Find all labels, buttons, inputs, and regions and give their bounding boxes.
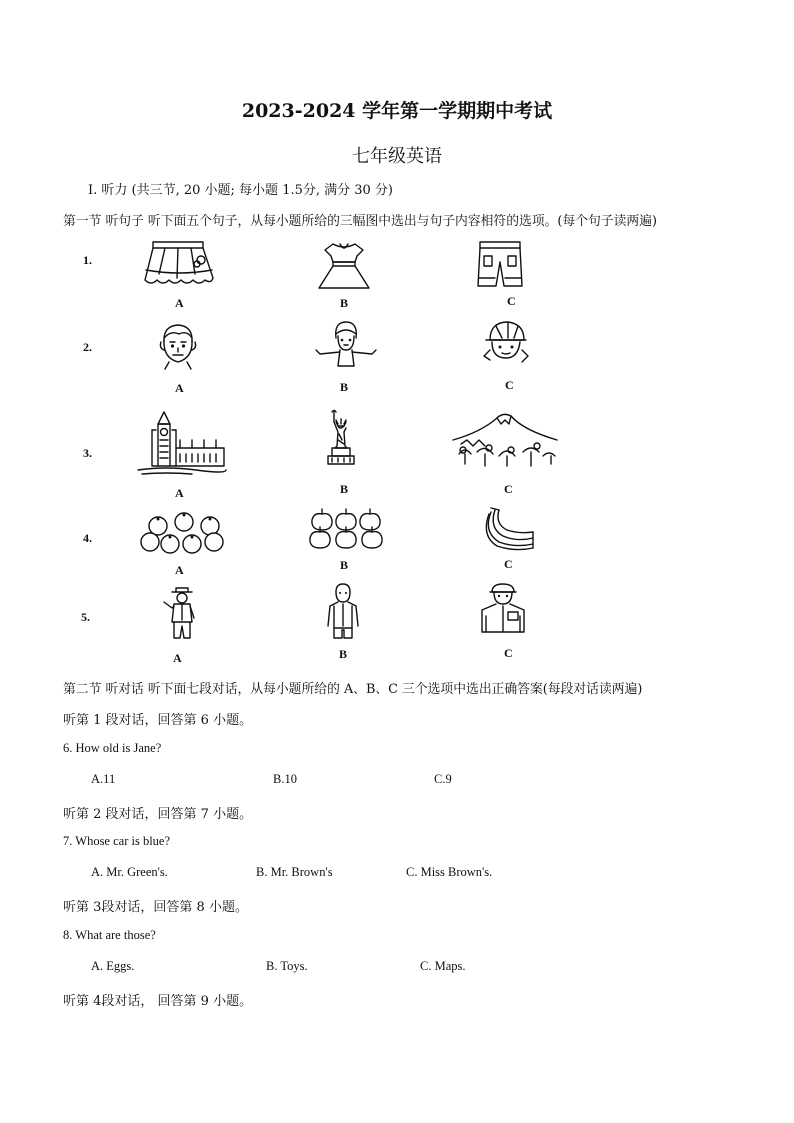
exam-subtitle: 七年级英语 xyxy=(352,146,442,167)
part2-instruction: 第二节 听对话 听下面七段对话，从每小题所给的 A、B、C 三个选项中选出正确答案(每段对话读两遍) xyxy=(63,682,643,697)
section-heading: I. 听力 (共三节, 20 小题; 每小题 1.5分, 满分 30 分) xyxy=(88,183,394,198)
dialogue-intro: 听第 4段对话， 回答第 9 小题。 xyxy=(63,994,253,1009)
question-number: 5. xyxy=(81,610,90,624)
option-label-c: C xyxy=(507,294,516,308)
answer-option-c: C.9 xyxy=(434,772,452,786)
child-with-cap-image xyxy=(482,320,532,366)
man-in-shirt-image xyxy=(326,582,360,640)
answer-option-b: B. Mr. Brown's xyxy=(256,865,333,879)
option-label-c: C xyxy=(504,557,513,571)
question-number: 1. xyxy=(83,253,92,267)
exam-title: 2023-2024 学年第一学期期中考试 xyxy=(241,100,553,122)
option-label-b: B xyxy=(340,380,349,394)
answer-option-c: C. Maps. xyxy=(420,959,466,973)
man-in-suit-image xyxy=(160,586,200,642)
question-number: 2. xyxy=(83,340,92,354)
option-label-b: B xyxy=(340,482,349,496)
big-ben-image xyxy=(136,410,228,478)
boy-face-image xyxy=(157,322,199,370)
girl-arms-out-image xyxy=(314,320,378,368)
apples-image xyxy=(306,506,386,552)
option-label-b: B xyxy=(340,296,349,310)
oranges-image xyxy=(140,510,230,556)
skirt-image xyxy=(143,238,215,290)
option-label-a: A xyxy=(175,381,184,395)
part1-instruction: 第一节 听句子 听下面五个句子，从每小题所给的三幅图中选出与句子内容相符的选项。(每个句子读两遍) xyxy=(63,214,657,229)
option-label-a: A xyxy=(175,296,184,310)
answer-option-b: B. Toys. xyxy=(266,959,308,973)
answer-option-a: A. Eggs. xyxy=(91,959,135,973)
question-text: 8. What are those? xyxy=(63,928,156,942)
dress-image xyxy=(313,240,375,292)
answer-option-c: C. Miss Brown's. xyxy=(406,865,493,879)
answer-option-b: B.10 xyxy=(273,772,297,786)
man-in-uniform-image xyxy=(478,582,528,638)
option-label-a: A xyxy=(175,486,184,500)
trousers-image xyxy=(476,238,524,292)
statue-of-liberty-image xyxy=(324,410,356,466)
answer-option-a: A.11 xyxy=(91,772,116,786)
option-label-b: B xyxy=(340,558,349,572)
question-text: 6. How old is Jane? xyxy=(63,741,162,755)
option-label-b: B xyxy=(339,647,348,661)
option-label-a: A xyxy=(173,651,182,665)
dialogue-intro: 听第 1 段对话，回答第 6 小题。 xyxy=(63,713,253,728)
dialogue-intro: 听第 2 段对话，回答第 7 小题。 xyxy=(63,807,253,822)
dialogue-intro: 听第 3段对话，回答第 8 小题。 xyxy=(63,900,248,915)
question-number: 3. xyxy=(83,446,92,460)
mount-fuji-image xyxy=(451,410,559,470)
option-label-c: C xyxy=(505,378,514,392)
option-label-c: C xyxy=(504,482,513,496)
question-text: 7. Whose car is blue? xyxy=(63,834,171,848)
question-number: 4. xyxy=(83,531,92,545)
option-label-c: C xyxy=(504,646,513,660)
option-label-a: A xyxy=(175,563,184,577)
answer-option-a: A. Mr. Green's. xyxy=(91,865,168,879)
bananas-image xyxy=(481,506,537,552)
